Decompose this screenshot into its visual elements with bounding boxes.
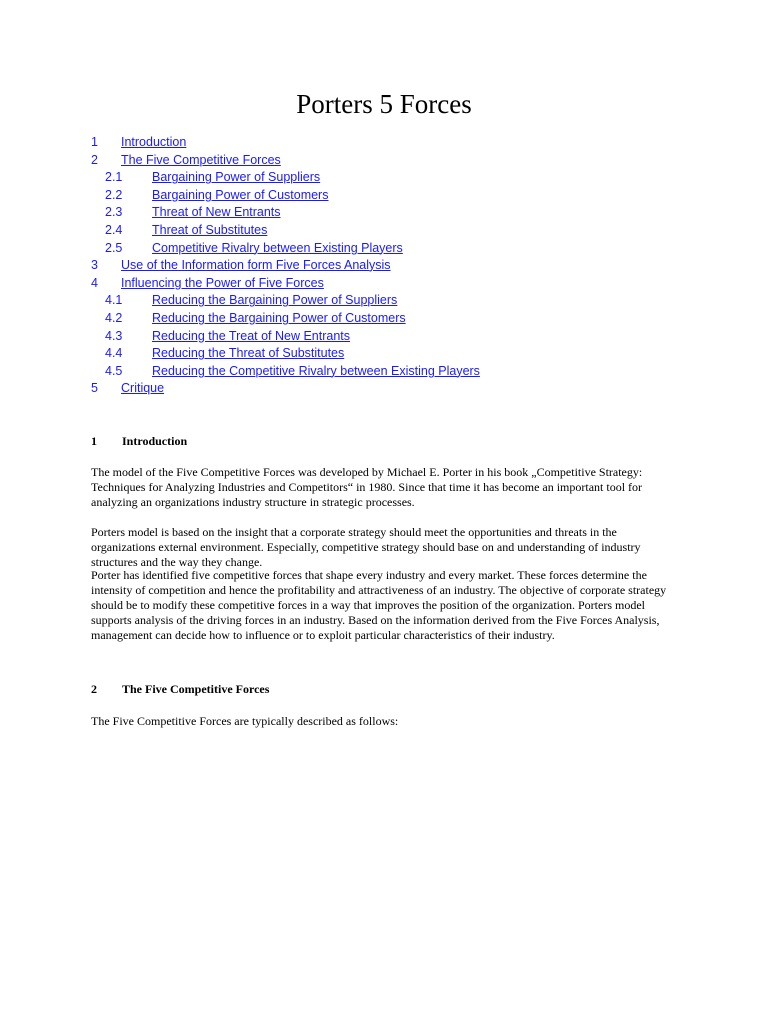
toc-entry-4-5[interactable]: [91, 363, 691, 381]
toc-label: Use of the Information form Five Forces Analysis: [121, 258, 391, 273]
toc-link-4[interactable]: [91, 276, 324, 290]
toc-link-4-2[interactable]: [105, 311, 406, 325]
toc-number: 4.5: [105, 363, 123, 378]
toc-link-4-4[interactable]: [105, 346, 344, 360]
toc-entry-4-2[interactable]: [91, 310, 691, 328]
toc-entry-2-2[interactable]: [91, 187, 691, 205]
toc-label: Reducing the Bargaining Power of Suppliers: [152, 293, 398, 308]
toc-entry-4-4[interactable]: [91, 345, 691, 363]
toc-number: 4.2: [105, 310, 123, 325]
intro-paragraph-1: The model of the Five Competitive Forces was developed by Michael E. Porter in his book „Competitive Strategy: Techniques for Analyzing Industries and Competitors“ in 1980. Since that time it has become an important tool for analyzing an organizations industry structure in strategic processes.: [91, 465, 643, 509]
toc-number: 4.3: [105, 328, 123, 343]
toc-entry-3[interactable]: [91, 257, 691, 275]
toc-entry-4-3[interactable]: [91, 328, 691, 346]
toc-link-4-3[interactable]: [105, 329, 350, 343]
toc-link-2-3[interactable]: [105, 205, 281, 219]
section-number: 1: [91, 434, 97, 448]
toc-entry-2-3[interactable]: [91, 204, 691, 222]
toc-number: 2.3: [105, 205, 123, 220]
toc-entry-2-4[interactable]: [91, 222, 691, 240]
toc-number: 2.2: [105, 187, 123, 202]
toc-entry-4[interactable]: [91, 275, 691, 293]
toc-label: Reducing the Competitive Rivalry between Existing Players: [152, 363, 480, 378]
intro-paragraph-2: Porters model is based on the insight that a corporate strategy should meet the opportunities and threats in the organizations external environment. Especially, competitive strategy should base on and understanding of industry structures and the way they change.: [91, 525, 641, 569]
toc-number: 4: [91, 275, 98, 290]
toc-label: The Five Competitive Forces: [121, 152, 281, 167]
toc-number: 4.4: [105, 346, 123, 361]
toc-label: Reducing the Threat of Substitutes: [152, 346, 345, 361]
toc-number: 2: [91, 152, 98, 167]
toc-label: Threat of Substitutes: [152, 222, 268, 237]
toc-link-2-1[interactable]: [105, 170, 320, 184]
section-title: The Five Competitive Forces: [122, 682, 270, 696]
table-of-contents: [91, 134, 691, 398]
toc-number: 2.1: [105, 170, 123, 185]
toc-label: Reducing the Treat of New Entrants: [152, 328, 351, 343]
section-heading-introduction: [91, 434, 187, 449]
section-title: Introduction: [122, 434, 188, 448]
toc-number: 4.1: [105, 293, 123, 308]
toc-entry-2-5[interactable]: [91, 240, 691, 258]
toc-link-2[interactable]: [91, 153, 281, 167]
toc-link-2-2[interactable]: [105, 188, 328, 202]
toc-entry-2-1[interactable]: [91, 169, 691, 187]
toc-label: Introduction: [121, 135, 187, 149]
toc-number: 1: [91, 135, 98, 149]
toc-label: Reducing the Bargaining Power of Customers: [152, 310, 406, 325]
toc-link-4-5[interactable]: [105, 364, 480, 378]
toc-link-4-1[interactable]: [105, 293, 397, 307]
toc-label: Threat of New Entrants: [152, 205, 281, 220]
toc-label: Bargaining Power of Customers: [152, 187, 329, 202]
toc-link-1[interactable]: [91, 135, 186, 149]
toc-entry-2[interactable]: [91, 152, 691, 170]
toc-label: Bargaining Power of Suppliers: [152, 170, 321, 185]
toc-entry-5[interactable]: [91, 380, 691, 398]
toc-number: 5: [91, 381, 98, 396]
toc-link-2-5[interactable]: [105, 241, 403, 255]
toc-number: 2.5: [105, 240, 123, 255]
toc-entry-1[interactable]: [91, 134, 691, 152]
section-heading-five-forces: [91, 682, 269, 697]
toc-link-5[interactable]: [91, 381, 164, 395]
intro-paragraph-3: Porter has identified five competitive forces that shape every industry and every market. These forces determine the intensity of competition and hence the profitability and attractiveness of an industry. The objective of corporate strategy should be to modify these competitive forces in a way that improves the position of the organization. Porters model supports analysis of the driving forces in an industry. Based on the information derived from the Five Forces Analysis, management can decide how to influence or to exploit particular characteristics of their industry.: [91, 568, 667, 642]
toc-link-2-4[interactable]: [105, 223, 267, 237]
toc-number: 2.4: [105, 222, 123, 237]
toc-entry-4-1[interactable]: [91, 292, 691, 310]
toc-link-3[interactable]: [91, 258, 391, 272]
toc-label: Influencing the Power of Five Forces: [121, 275, 324, 290]
toc-label: Competitive Rivalry between Existing Players: [152, 240, 403, 255]
five-forces-paragraph-1: The Five Competitive Forces are typically described as follows:: [91, 714, 399, 728]
toc-number: 3: [91, 258, 98, 273]
section-number: 2: [91, 682, 97, 696]
document-title: Porters 5 Forces: [296, 89, 472, 119]
toc-label: Critique: [121, 381, 165, 396]
